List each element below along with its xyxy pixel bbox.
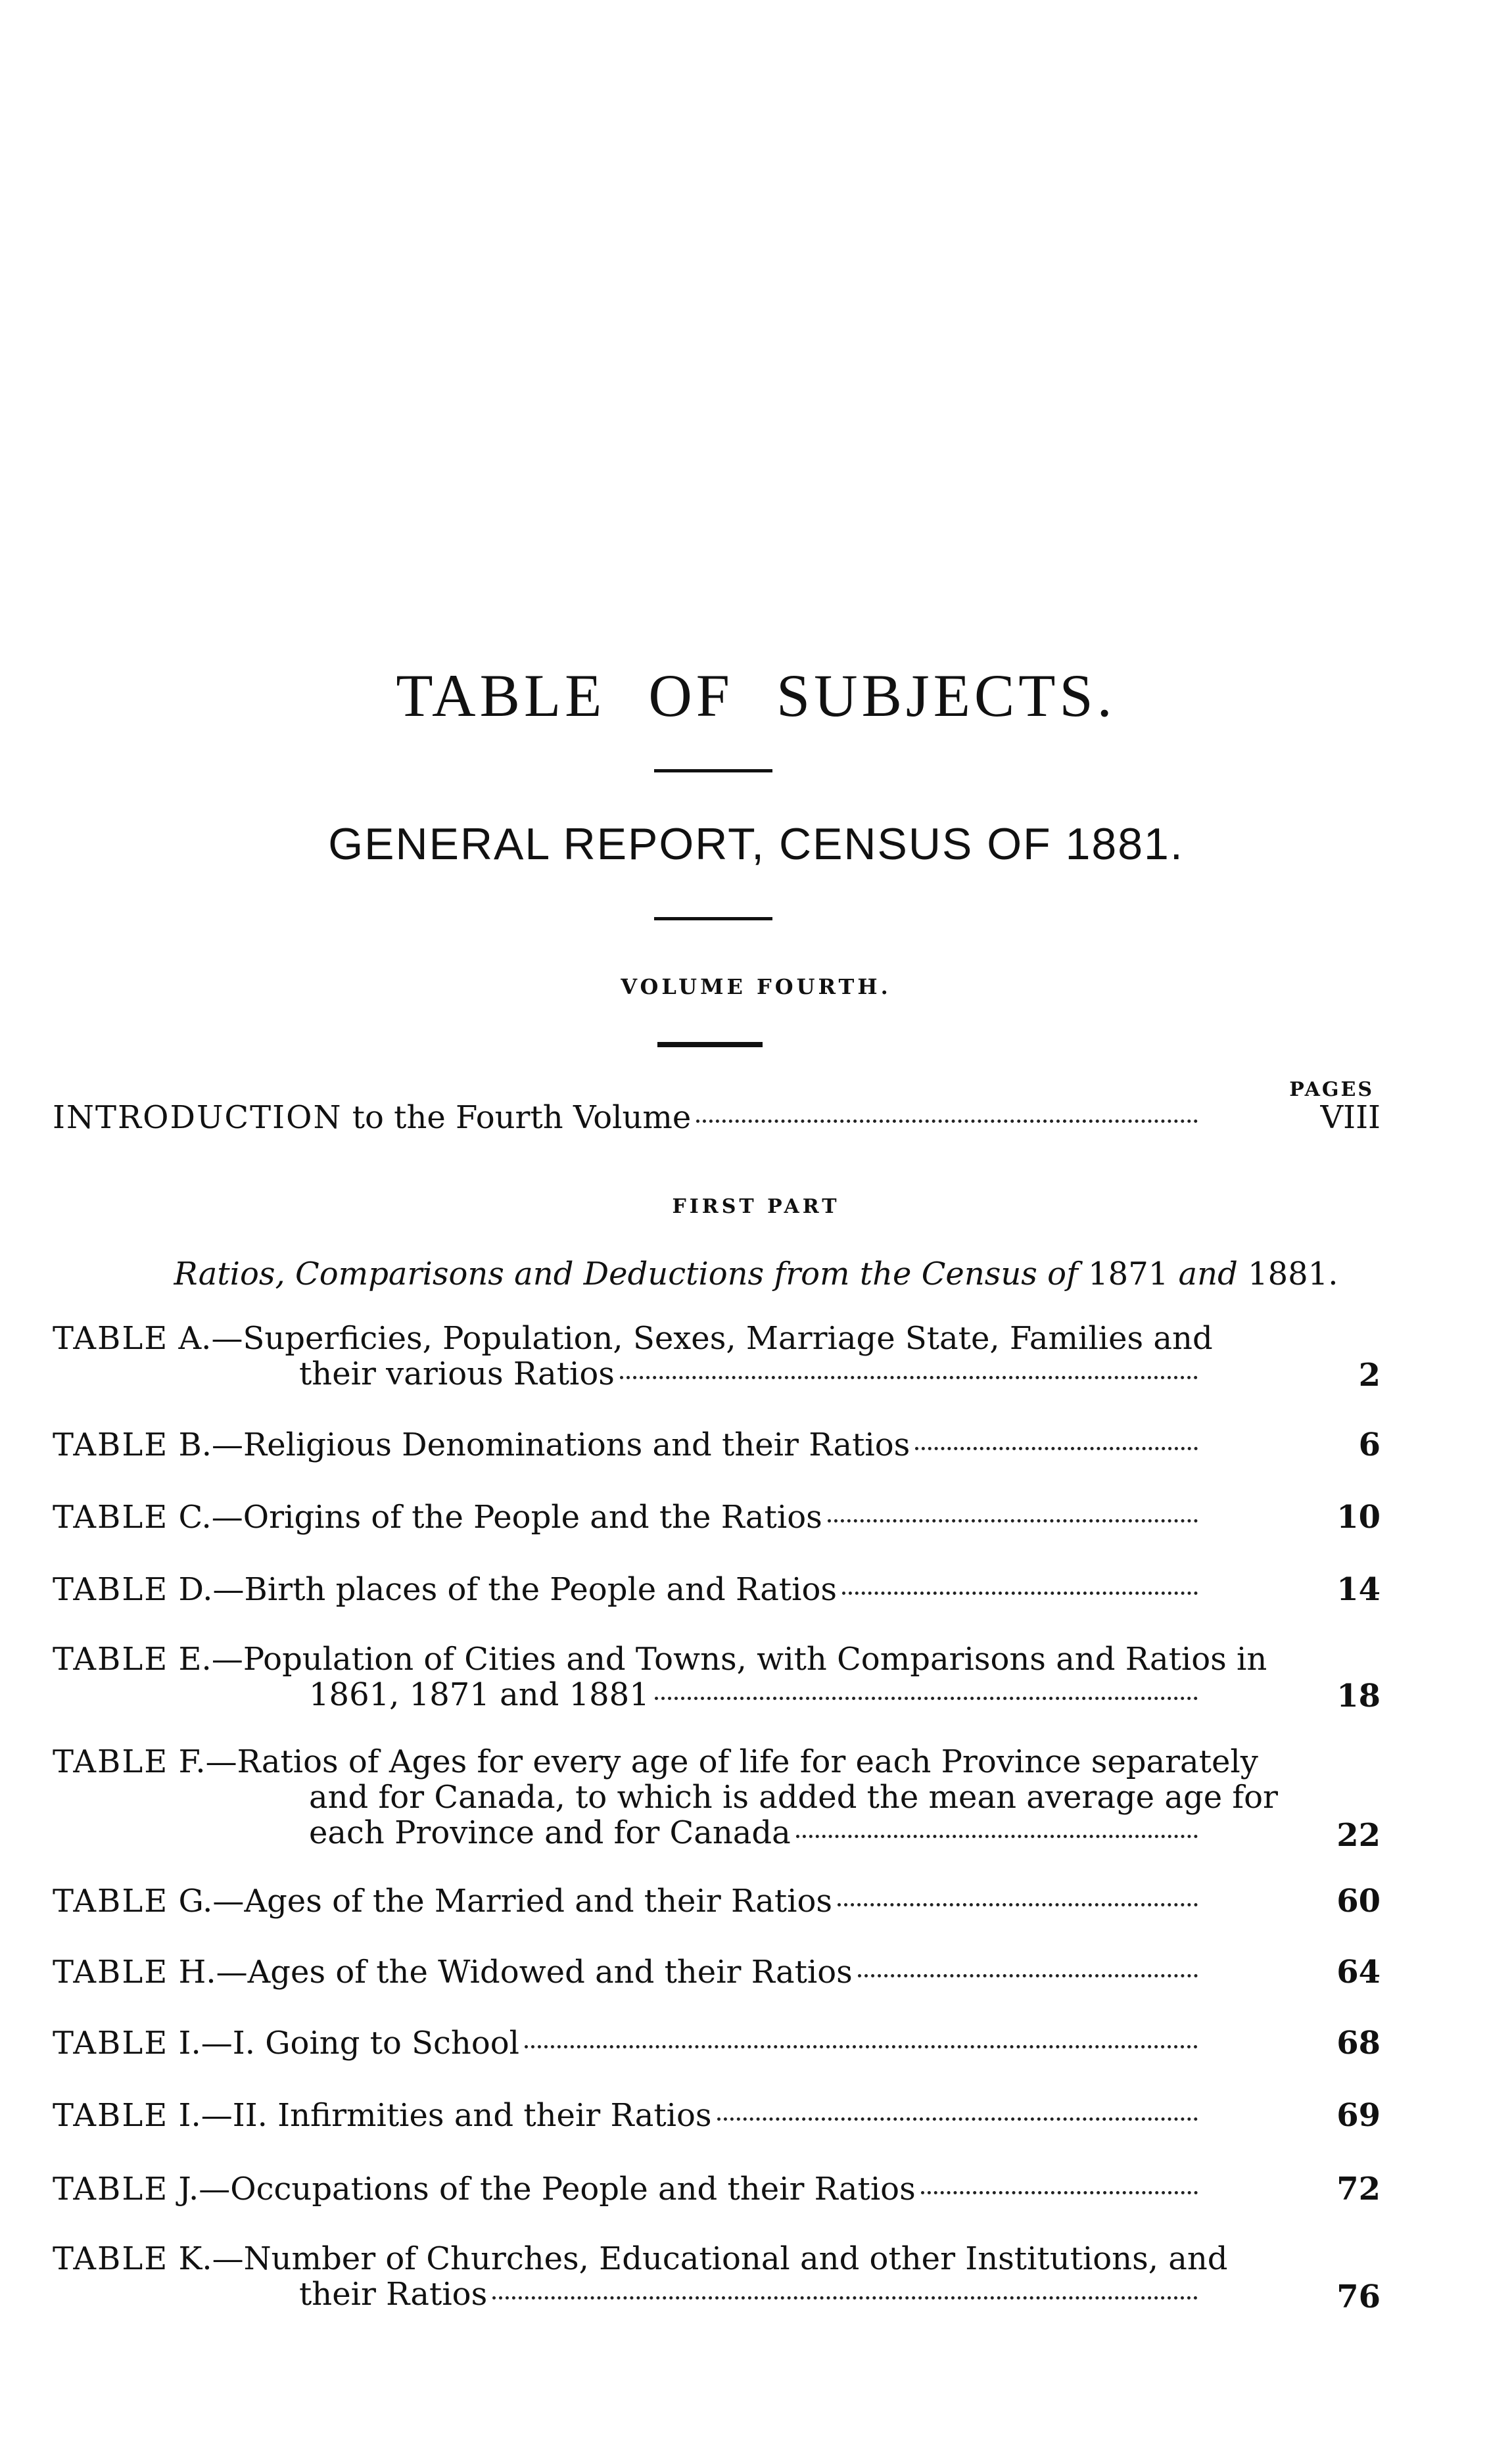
- volume-label: VOLUME FOURTH.: [621, 974, 891, 999]
- divider: [657, 1042, 763, 1047]
- toc-entry-table-c[interactable]: [53, 1499, 1282, 1536]
- page-title: TABLE OF SUBJECTS.: [396, 662, 1116, 729]
- table-letter: I.: [178, 2025, 201, 2062]
- toc-entry-table-i-1[interactable]: [53, 2025, 1282, 2062]
- toc-entry-table-b[interactable]: [53, 1427, 1282, 1463]
- leader-dots: [858, 1974, 1198, 1977]
- leader-dots: [838, 1903, 1198, 1906]
- entry-title-cont: their various Ratios: [299, 1356, 615, 1392]
- intro-label: INTRODUCTION: [53, 1099, 343, 1136]
- entry-title: —Population of Cities and Towns, with Comparisons and Ratios in: [211, 1641, 1267, 1678]
- toc-entry-introduction[interactable]: [53, 1099, 1282, 1136]
- entry-title: —Number of Churches, Educational and other Institutions, and: [212, 2240, 1228, 2277]
- table-word: TABLE: [53, 2171, 169, 2208]
- toc-page-number: 69: [1336, 2097, 1381, 2134]
- table-word: TABLE: [53, 1320, 169, 1357]
- leader-dots: [717, 2117, 1198, 2121]
- toc-page-number: 68: [1336, 2025, 1381, 2062]
- entry-title: —Ages of the Married and their Ratios: [212, 1883, 832, 1920]
- toc-page-number: 2: [1358, 1357, 1381, 1394]
- entry-title: —Origins of the People and the Ratios: [211, 1499, 822, 1536]
- report-subtitle: GENERAL REPORT, CENSUS OF 1881.: [328, 819, 1184, 869]
- table-letter: F.: [178, 1743, 206, 1780]
- entry-title: —Birth places of the People and Ratios: [212, 1571, 837, 1608]
- toc-page-number: 14: [1336, 1571, 1381, 1608]
- leader-dots: [696, 1120, 1198, 1123]
- table-letter: I.: [178, 2097, 201, 2134]
- toc-entry-table-i-2[interactable]: [53, 2097, 1282, 2134]
- intro-text: to the Fourth Volume: [352, 1099, 692, 1136]
- entry-title: —Ages of the Widowed and their Ratios: [216, 1954, 853, 1991]
- table-letter: G.: [178, 1883, 213, 1920]
- table-letter: C.: [178, 1499, 212, 1536]
- toc-page-number: 22: [1336, 1817, 1381, 1854]
- table-letter: K.: [178, 2240, 212, 2277]
- table-word: TABLE: [53, 2025, 169, 2062]
- table-word: TABLE: [53, 1499, 169, 1536]
- table-word: TABLE: [53, 2097, 169, 2134]
- table-word: TABLE: [53, 1427, 169, 1463]
- entry-title: —Superficies, Population, Sexes, Marriage State, Families and: [211, 1320, 1213, 1357]
- entry-title: —Occupations of the People and their Ratios: [199, 2171, 916, 2208]
- leader-dots: [620, 1376, 1198, 1379]
- divider: [654, 917, 772, 920]
- table-letter: D.: [178, 1571, 213, 1608]
- toc-page-number: 72: [1336, 2171, 1381, 2208]
- table-word: TABLE: [53, 1883, 169, 1920]
- leader-dots: [796, 1835, 1198, 1838]
- table-word: TABLE: [53, 1641, 169, 1678]
- leader-dots: [655, 1697, 1198, 1700]
- table-word: TABLE: [53, 2240, 169, 2277]
- entry-title: —Religious Denominations and their Ratios: [212, 1427, 910, 1463]
- toc-entry-table-a[interactable]: [53, 1320, 1282, 1392]
- leader-dots: [525, 2045, 1198, 2048]
- toc-page-number: 18: [1336, 1678, 1381, 1714]
- toc-entry-table-h[interactable]: [53, 1954, 1282, 1991]
- toc-entry-table-e[interactable]: [53, 1641, 1282, 1713]
- entry-title: —Ratios of Ages for every age of life for each Province separately: [205, 1743, 1258, 1780]
- entry-title: —I. Going to School: [201, 2025, 519, 2062]
- leader-dots: [921, 2191, 1198, 2194]
- toc-page-number: VIII: [1320, 1099, 1381, 1136]
- entry-title-cont: 1861, 1871 and 1881: [309, 1676, 650, 1713]
- pages-column-header: PAGES: [1289, 1078, 1374, 1101]
- leader-dots: [842, 1592, 1198, 1595]
- table-letter: B.: [178, 1427, 212, 1463]
- entry-title-cont: and for Canada, to which is added the mean average age for: [309, 1779, 1278, 1816]
- leader-dots: [492, 2296, 1198, 2300]
- section-and: and: [1178, 1256, 1238, 1292]
- section-subtitle-text: Ratios, Comparisons and Deductions from the Census of: [174, 1256, 1078, 1292]
- section-subtitle: [0, 1256, 1512, 1292]
- divider: [654, 769, 772, 772]
- entry-title: —II. Infirmities and their Ratios: [201, 2097, 712, 2134]
- toc-page-number: 6: [1358, 1427, 1381, 1463]
- table-letter: E.: [178, 1641, 212, 1678]
- toc-entry-table-j[interactable]: [53, 2171, 1282, 2208]
- toc-entry-table-k[interactable]: [53, 2240, 1282, 2313]
- table-letter: H.: [178, 1954, 216, 1991]
- table-letter: J.: [178, 2171, 199, 2208]
- toc-entry-table-f[interactable]: [53, 1743, 1282, 1851]
- entry-title-cont: each Province and for Canada: [309, 1814, 791, 1851]
- toc-page-number: 76: [1336, 2279, 1381, 2315]
- table-word: TABLE: [53, 1954, 169, 1991]
- toc-entry-table-g[interactable]: [53, 1883, 1282, 1920]
- section-year-2: 1881.: [1248, 1256, 1338, 1292]
- toc-entry-table-d[interactable]: [53, 1571, 1282, 1608]
- section-year-1: 1871: [1088, 1256, 1169, 1292]
- table-word: TABLE: [53, 1743, 169, 1780]
- toc-page-number: 10: [1336, 1499, 1381, 1536]
- table-word: TABLE: [53, 1571, 169, 1608]
- section-heading: FIRST PART: [672, 1195, 840, 1218]
- toc-page-number: 60: [1336, 1883, 1381, 1920]
- toc-page-number: 64: [1336, 1954, 1381, 1991]
- leader-dots: [828, 1519, 1198, 1523]
- table-letter: A.: [178, 1320, 212, 1357]
- leader-dots: [915, 1447, 1198, 1450]
- entry-title-cont: their Ratios: [299, 2276, 488, 2313]
